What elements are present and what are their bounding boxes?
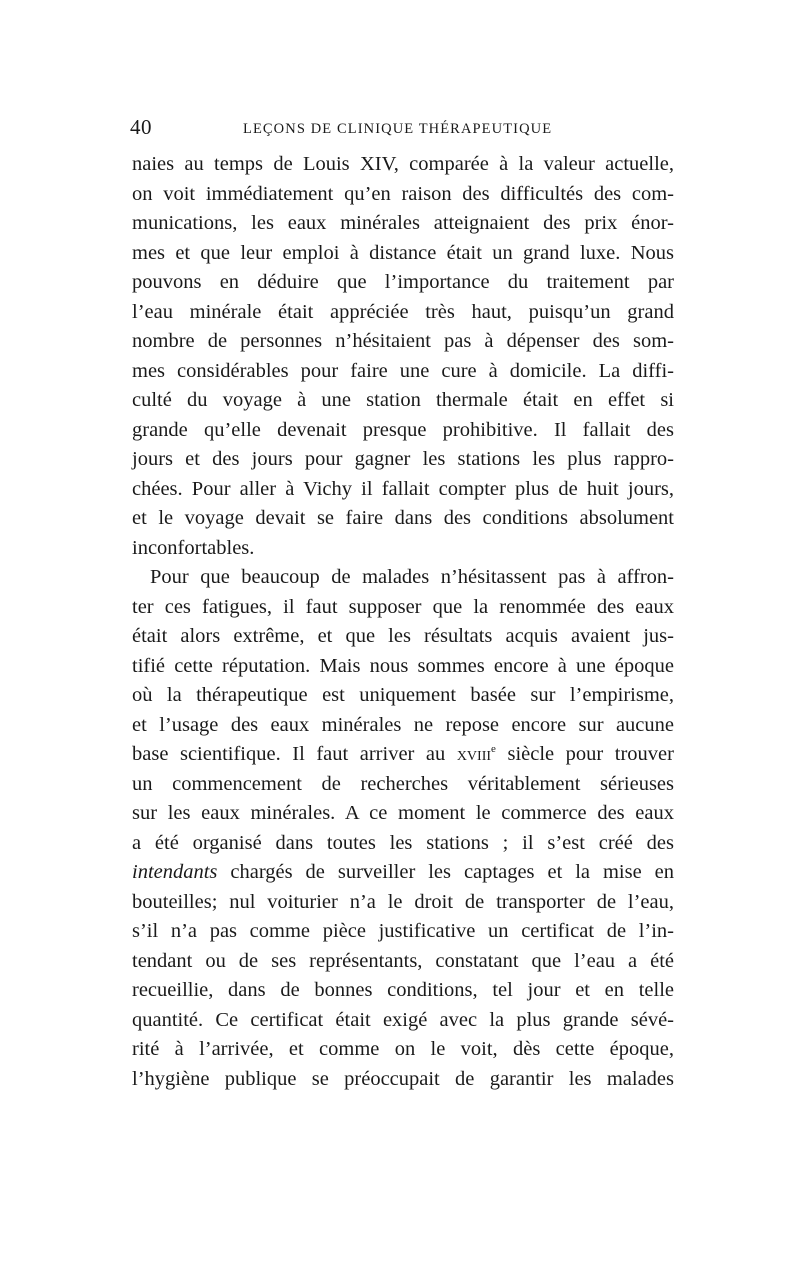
text-line: tifié cette réputation. Mais nous sommes encore à une époque [132,654,674,677]
century-numeral: xviii [456,743,492,765]
text-line: nombre de personnes n’hésitaient pas à dépenser des som- [132,330,674,352]
page-number: 40 [130,115,152,139]
text-line: tendant ou de ses représentants, constatant que l’eau a été [132,949,674,972]
text-line: pouvons en déduire que l’importance du traitement par [132,271,674,293]
text-line: bouteilles; nul voiturier n’a le droit de transporter de l’eau, [132,890,674,913]
ordinal-superscript: e [491,743,496,756]
text-line: était alors extrême, et que les résultats acquis avaient jus- [132,625,674,647]
text-segment: siècle pour trouver [495,743,674,765]
text-line: mes et que leur emploi à distance était un grand luxe. Nous [132,241,674,264]
text-line: l’hygiène publique se préoccupait de garantir les malades [132,1067,674,1090]
text-line: rité à l’arrivée, et comme on le voit, dès cette époque, [132,1038,674,1060]
text-line: sur les eaux minérales. A ce moment le commerce des eaux [132,802,674,824]
text-line: chées. Pour aller à Vichy il fallait compter plus de huit jours, [132,477,674,500]
text-line-with-italic [132,858,674,888]
text-line: et le voyage devait se faire dans des conditions absolument [132,507,674,529]
text-line: ter ces fatigues, il faut supposer que la renommée des eaux [132,595,674,618]
text-line: inconfortables. [132,536,255,559]
text-line: et l’usage des eaux minérales ne repose encore sur aucune [132,713,674,736]
text-line: s’il n’a pas comme pièce justificative un certificat de l’in- [132,920,674,942]
text-line: on voit immédiatement qu’en raison des difficultés des com- [132,182,674,205]
paragraph-first-line: Pour que beaucoup de malades n’hésitassent pas à affron- [150,566,674,588]
text-line: recueillie, dans de bonnes conditions, tel jour et en telle [132,979,674,1001]
text-line: culté du voyage à une station thermale était en effet si [132,389,674,411]
text-segment: base scientifique. Il faut arriver au [132,743,457,765]
text-line: grande qu’elle devenait presque prohibitive. Il fallait des [132,418,674,441]
running-title: LEÇONS DE CLINIQUE THÉRAPEUTIQUE [243,121,553,137]
text-line: mes considérables pour faire une cure à domicile. La diffi- [132,359,674,382]
body-text [132,150,674,1094]
text-segment: chargés de surveiller les captages et la mise en [217,861,674,883]
text-line: munications, les eaux minérales atteignaient des prix énor- [132,212,674,234]
text-line: naies au temps de Louis XIV, comparée à la valeur actuelle, [132,153,674,175]
text-line-with-century [132,740,674,770]
text-line: jours et des jours pour gagner les stations les plus rappro- [132,448,674,470]
running-header [130,112,674,142]
text-line: l’eau minérale était appréciée très haut, puisqu’un grand [132,300,674,323]
text-line: un commencement de recherches véritablement sérieuses [132,772,674,795]
text-line: a été organisé dans toutes les stations ; il s’est créé des [132,831,674,854]
text-line: où la thérapeutique est uniquement basée sur l’empirisme, [132,684,674,706]
italic-term: intendants [132,861,218,883]
text-line: quantité. Ce certificat était exigé avec la plus grande sévé- [132,1008,674,1031]
